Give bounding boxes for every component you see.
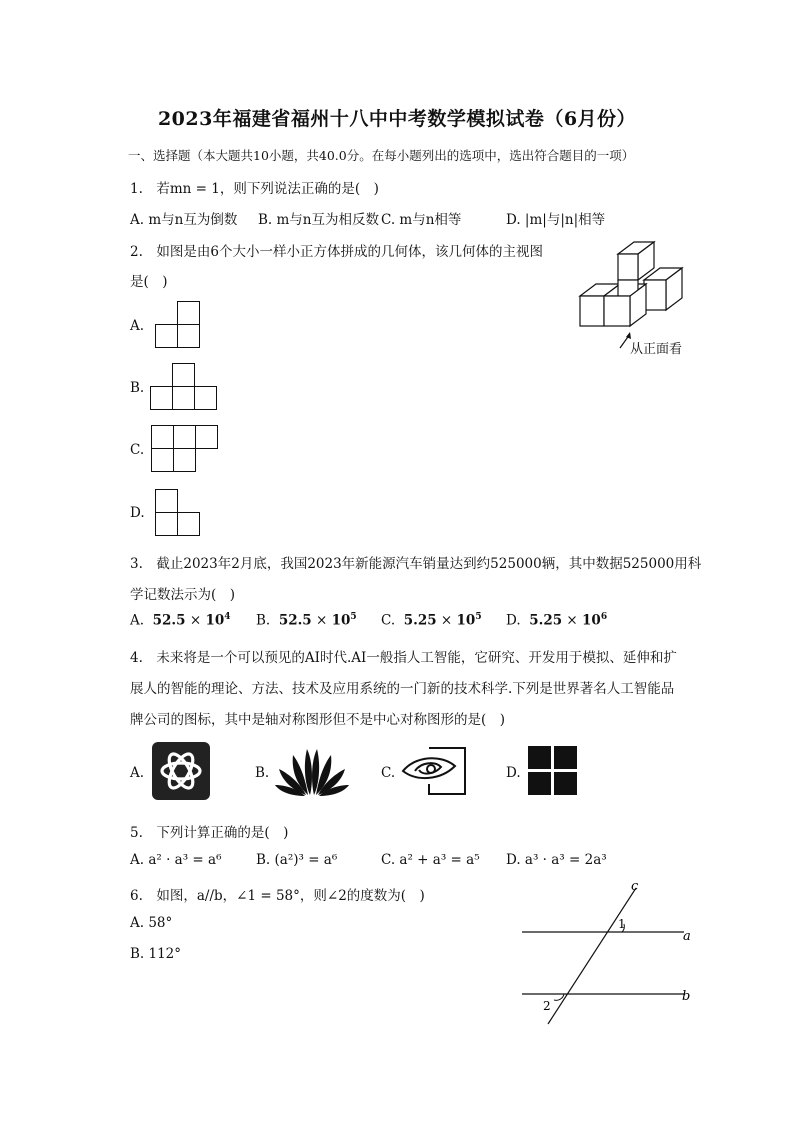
q3-option-b: B. $52.5 \times 10^5$	[256, 612, 357, 629]
q4-option-c: C.	[381, 765, 396, 781]
angle-1-label: 1	[618, 917, 626, 931]
q5-option-a: A. a² · a³ = a⁶	[130, 852, 222, 868]
q3-stem-line2: 学记数法示为( )	[130, 587, 236, 603]
q5-option-d: D. a³ · a³ = 2a³	[506, 852, 607, 868]
q3-option-a: A. $52.5 \times 10^4$	[130, 612, 231, 629]
angle-2-arc	[554, 994, 564, 1000]
q6-parallel-lines-figure	[518, 880, 698, 1026]
q6-stem: 6. 如图，a//b，∠1 = 58°，则∠2的度数为( )	[130, 888, 425, 904]
q1-option-a: A. m与n互为倒数	[130, 212, 238, 228]
q5-option-c: C. a² + a³ = a⁵	[381, 852, 480, 868]
q6-option-a: A. 58°	[130, 915, 173, 931]
q4-stem-line3: 牌公司的图标，其中是轴对称图形但不是中心对称图形的是( )	[130, 712, 506, 728]
angle-2-label: 2	[543, 999, 551, 1013]
section-heading: 一、选择题（本大题共10小题，共40.0分。在每小题列出的选项中，选出符合题目的一项）	[128, 148, 635, 163]
q3-option-d: D. $5.25 \times 10^6$	[506, 612, 608, 629]
q1-stem: 1. 若mn = 1，则下列说法正确的是( )	[130, 181, 379, 197]
q2-stem-line2: 是( )	[130, 274, 168, 290]
q2-option-d: D.	[130, 505, 145, 521]
q2-figure-caption: 从正面看	[630, 342, 683, 357]
openai-logo-icon	[151, 741, 211, 801]
q6-option-b: B. 112°	[130, 946, 182, 962]
q5-stem: 5. 下列计算正确的是( )	[130, 825, 289, 841]
q4-option-a: A.	[130, 765, 145, 781]
label-c: c	[631, 880, 639, 894]
q4-stem-line1: 4. 未来将是一个可以预见的AI时代.AI一般指人工智能，它研究、开发用于模拟、延伸和扩	[130, 650, 677, 666]
q1-option-b: B. m与n互为相反数	[258, 212, 379, 228]
q4-option-d: D.	[506, 765, 521, 781]
q3-option-c: C. $5.25 \times 10^5$	[381, 612, 482, 629]
q4-stem-line2: 展人的智能的理论、方法、技术及应用系统的一门新的技术科学.下列是世界著名人工智能品	[130, 681, 675, 697]
label-a: a	[683, 929, 691, 944]
q5-option-b: B. (a²)³ = a⁶	[256, 852, 338, 868]
microsoft-logo-icon	[527, 745, 579, 797]
page-title: 2023年福建省福州十八中中考数学模拟试卷（6月份）	[157, 108, 637, 130]
q2-option-b: B.	[130, 380, 145, 396]
nvidia-logo-icon	[401, 746, 469, 796]
q4-option-b: B.	[255, 765, 270, 781]
q2-option-c: C.	[130, 442, 145, 458]
cube-stack	[580, 242, 682, 326]
label-b: b	[682, 989, 691, 1004]
huawei-logo-icon	[275, 745, 349, 797]
q2-option-a: A.	[130, 318, 145, 334]
q1-option-d: D. |m|与|n|相等	[506, 212, 606, 228]
q3-stem-line1: 3. 截止2023年2月底，我国2023年新能源汽车销量达到约525000辆，其中数据525000用科	[130, 556, 702, 572]
line-c	[548, 888, 636, 1024]
q1-option-c: C. m与n相等	[381, 212, 462, 228]
q2-stem-line1: 2. 如图是由6个大小一样小正方体拼成的几何体，该几何体的主视图	[130, 244, 543, 260]
